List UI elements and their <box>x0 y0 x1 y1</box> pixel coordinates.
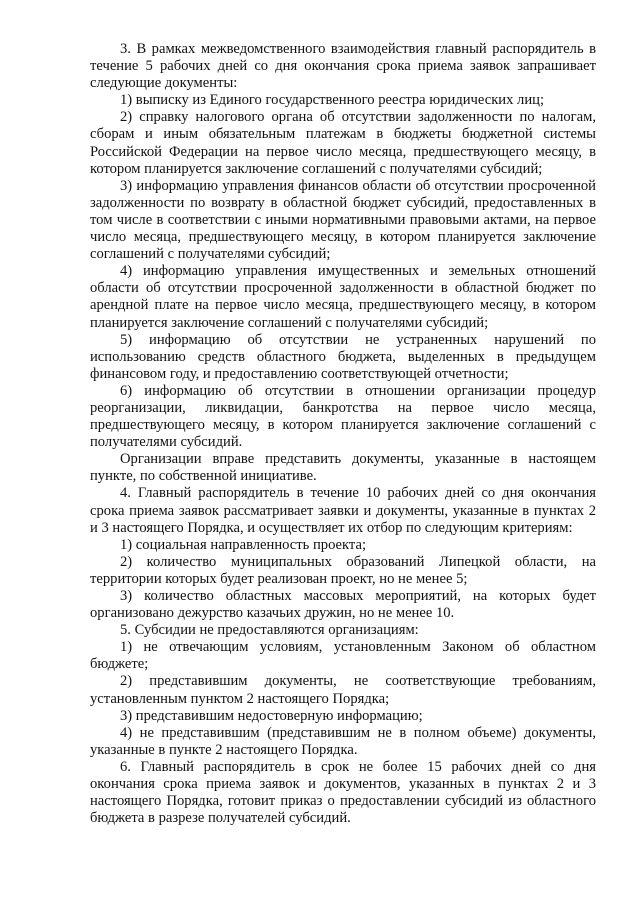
document-page <box>90 41 596 827</box>
list-item: 5) информацию об отсутствии не устраненных нарушений по использованию средств областного бюджета, выделенных в предыдущем финансовом году, и предоставлению соответствующей отчетности; <box>90 331 596 382</box>
paragraph-note: Организации вправе представить документы, указанные в настоящем пункте, по собственной инициативе. <box>90 451 596 485</box>
paragraph-3-intro: 3. В рамках межведомственного взаимодействия главный распорядитель в течение 5 рабочих дней со дня окончания срока приема заявок запрашивает следующие документы: <box>90 41 596 92</box>
list-item: 1) социальная направленность проекта; <box>120 536 367 553</box>
paragraph-6: 6. Главный распорядитель в срок не более 15 рабочих дней со дня окончания срока приема заявок и документов, указанных в пунктах 2 и 3 настоящего Порядка, готовит приказ о предоставлении субсидий из областного бюджета в разрезе получателей субсидий. <box>90 758 596 827</box>
list-item: 2) справку налогового органа об отсутствии задолженности по налогам, сборам и иным обязательным платежам в бюджеты бюджетной системы Российской Федерации на первое число месяца, предшествующего месяцу, в котором планируется заключение соглашений с получателями субсидий; <box>90 109 596 177</box>
list-item: 1) не отвечающим условиям, установленным Законом об областном бюджете; <box>90 639 596 673</box>
list-item: 2) количество муниципальных образований Липецкой области, на территории которых будет реализован проект, но не менее 5; <box>90 553 596 587</box>
list-item: 3) информацию управления финансов области об отсутствии просроченной задолженности по возврату в областной бюджет субсидий, предоставленных в том числе в соответствии с иными нормативными правовыми актами, на первое число месяца, предшествующего месяцу, в котором планируется заключение соглашений с получателями субсидий; <box>90 177 596 263</box>
list-item: 1) выписку из Единого государственного реестра юридических лиц; <box>120 92 545 109</box>
list-item: 3) количество областных массовых мероприятий, на которых будет организовано дежурство казачьих дружин, но не менее 10. <box>90 588 596 622</box>
list-item: 4) не представившим (представившим не в полном объеме) документы, указанные в пункте 2 настоящего Порядка. <box>90 724 596 758</box>
paragraph-4-intro: 4. Главный распорядитель в течение 10 рабочих дней со дня окончания срока приема заявок рассматривает заявки и документы, указанные в пунктах 2 и 3 настоящего Порядка, и осуществляет их отбор по следующим критериям: <box>90 485 596 536</box>
list-item: 2) представившим документы, не соответствующие требованиям, установленным пунктом 2 настоящего Порядка; <box>90 673 596 707</box>
list-item: 3) представившим недостоверную информацию; <box>120 707 423 724</box>
paragraph-5-intro: 5. Субсидии не предоставляются организациям: <box>120 622 419 639</box>
list-item: 6) информацию об отсутствии в отношении организации процедур реорганизации, ликвидации, банкротства на первое число месяца, предшествующего месяцу, в котором планируется заключение соглашений с получателями субсидий. <box>90 382 596 451</box>
list-item: 4) информацию управления имущественных и земельных отношений области об отсутствии просроченной задолженности в областной бюджет по арендной плате на первое число месяца, предшествующего месяцу, в котором планируется заключение соглашений с получателями субсидий; <box>90 263 596 331</box>
